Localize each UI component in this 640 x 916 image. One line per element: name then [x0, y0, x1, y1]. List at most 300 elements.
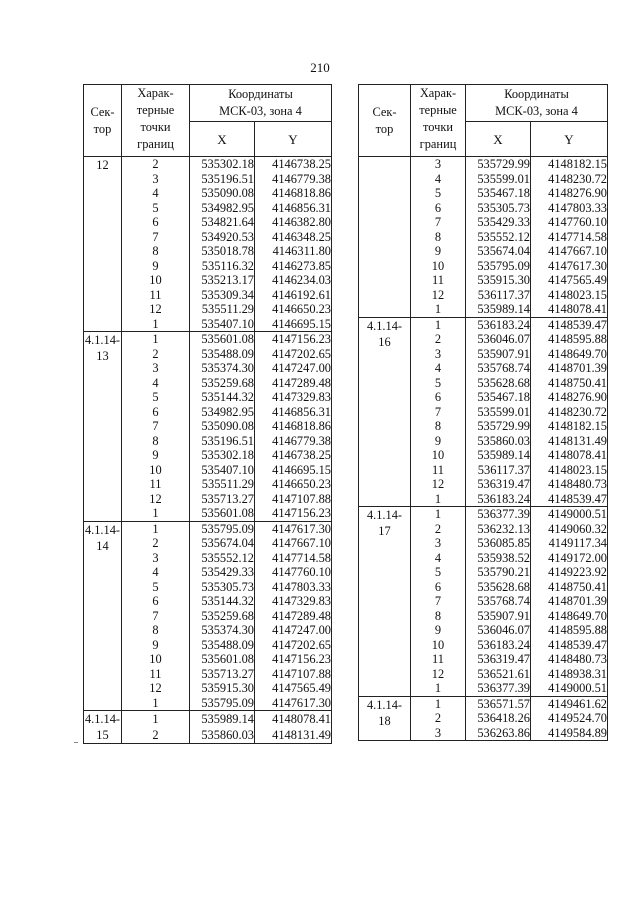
point-number: 10: [411, 259, 466, 274]
y-coordinate: 4148078.41: [531, 448, 608, 463]
y-coordinate: 4147156.23: [255, 506, 332, 521]
y-coordinate: 4148649.70: [531, 347, 608, 362]
x-coordinate: 536046.07: [466, 623, 531, 638]
y-coordinate: 4147714.58: [531, 230, 608, 245]
table-row: [84, 521, 332, 536]
point-number: 4: [122, 186, 190, 201]
y-coordinate: 4148595.88: [531, 332, 608, 347]
y-coordinate: 4148023.15: [531, 288, 608, 303]
y-coordinate: 4146192.61: [255, 288, 332, 303]
y-coordinate: 4148480.73: [531, 652, 608, 667]
y-coordinate: 4148938.31: [531, 667, 608, 682]
header-sector: Сек- тор: [359, 85, 411, 157]
y-coordinate: 4147156.23: [255, 332, 332, 347]
header-coordinates: Координаты МСК-03, зона 4: [466, 85, 608, 122]
point-number: 11: [411, 273, 466, 288]
x-coordinate: 536183.24: [466, 317, 531, 332]
point-number: 10: [411, 638, 466, 653]
y-coordinate: 4149524.70: [531, 711, 608, 726]
x-coordinate: 535305.73: [190, 580, 255, 595]
point-number: 3: [411, 726, 466, 741]
x-coordinate: 535713.27: [190, 492, 255, 507]
y-coordinate: 4147714.58: [255, 551, 332, 566]
y-coordinate: 4149584.89: [531, 726, 608, 741]
point-number: 1: [122, 521, 190, 536]
header-characteristic-points: Харак- терные точки границ: [122, 85, 190, 157]
table-row: [84, 376, 332, 391]
table-row: [84, 201, 332, 216]
point-number: 10: [411, 448, 466, 463]
point-number: 4: [411, 172, 466, 187]
table-row: [84, 317, 332, 332]
y-coordinate: 4147289.48: [255, 376, 332, 391]
x-coordinate: 536085.85: [466, 536, 531, 551]
coordinates-table-right: [358, 84, 608, 741]
y-coordinate: 4147617.30: [531, 259, 608, 274]
x-coordinate: 535601.08: [190, 506, 255, 521]
y-coordinate: 4147247.00: [255, 623, 332, 638]
header-x: X: [466, 122, 531, 157]
point-number: 4: [411, 551, 466, 566]
x-coordinate: 535302.18: [190, 157, 255, 172]
point-number: 7: [122, 419, 190, 434]
x-coordinate: 536377.39: [466, 681, 531, 696]
y-coordinate: 4147760.10: [255, 565, 332, 580]
point-number: 1: [122, 332, 190, 347]
margin-mark: [74, 742, 78, 743]
table-row: [84, 157, 332, 172]
point-number: 3: [411, 347, 466, 362]
point-number: 11: [122, 288, 190, 303]
x-coordinate: 535374.30: [190, 361, 255, 376]
x-coordinate: 536117.37: [466, 463, 531, 478]
x-coordinate: 535309.34: [190, 288, 255, 303]
y-coordinate: 4146273.85: [255, 259, 332, 274]
x-coordinate: 535305.73: [466, 201, 531, 216]
y-coordinate: 4148131.49: [255, 727, 332, 744]
point-number: 1: [122, 711, 190, 728]
sector-cell: 4.1.14- 16: [359, 317, 411, 507]
point-number: 3: [411, 157, 466, 172]
x-coordinate: 535601.08: [190, 652, 255, 667]
x-coordinate: 535302.18: [190, 448, 255, 463]
point-number: 1: [411, 317, 466, 332]
table-row: [84, 580, 332, 595]
y-coordinate: 4148230.72: [531, 405, 608, 420]
y-coordinate: 4147202.65: [255, 347, 332, 362]
y-coordinate: 4146738.25: [255, 448, 332, 463]
y-coordinate: 4148480.73: [531, 477, 608, 492]
point-number: 5: [122, 201, 190, 216]
x-coordinate: 535601.08: [190, 332, 255, 347]
table-row: [84, 623, 332, 638]
y-coordinate: 4148276.90: [531, 186, 608, 201]
point-number: 4: [411, 361, 466, 376]
y-coordinate: 4148595.88: [531, 623, 608, 638]
sector-cell: 12: [84, 157, 122, 332]
y-coordinate: 4148701.39: [531, 361, 608, 376]
point-number: 10: [122, 273, 190, 288]
x-coordinate: 535467.18: [466, 390, 531, 405]
point-number: 8: [122, 623, 190, 638]
table-row: [84, 273, 332, 288]
y-coordinate: 4148539.47: [531, 317, 608, 332]
x-coordinate: 535915.30: [190, 681, 255, 696]
x-coordinate: 535488.09: [190, 638, 255, 653]
point-number: 4: [122, 376, 190, 391]
y-coordinate: 4147565.49: [255, 681, 332, 696]
table-row: [84, 638, 332, 653]
x-coordinate: 535795.09: [466, 259, 531, 274]
table-row: [84, 506, 332, 521]
x-coordinate: 535860.03: [190, 727, 255, 744]
point-number: 4: [122, 565, 190, 580]
y-coordinate: 4146856.31: [255, 201, 332, 216]
point-number: 2: [122, 157, 190, 172]
y-coordinate: 4147760.10: [531, 215, 608, 230]
table-row: [84, 347, 332, 362]
point-number: 12: [411, 288, 466, 303]
table-row: [84, 390, 332, 405]
x-coordinate: 535259.68: [190, 376, 255, 391]
x-coordinate: 534821.64: [190, 215, 255, 230]
y-coordinate: 4147289.48: [255, 609, 332, 624]
x-coordinate: 536521.61: [466, 667, 531, 682]
point-number: 7: [122, 609, 190, 624]
table-row: [84, 332, 332, 347]
y-coordinate: 4148539.47: [531, 492, 608, 507]
x-coordinate: 535599.01: [466, 172, 531, 187]
table-row: [84, 551, 332, 566]
x-coordinate: 535729.99: [466, 157, 531, 172]
point-number: 6: [411, 580, 466, 595]
table-row: [359, 696, 608, 711]
point-number: 9: [411, 623, 466, 638]
table-row: [84, 259, 332, 274]
y-coordinate: 4148230.72: [531, 172, 608, 187]
y-coordinate: 4146695.15: [255, 317, 332, 332]
y-coordinate: 4148182.15: [531, 157, 608, 172]
point-number: 6: [411, 390, 466, 405]
point-number: 11: [411, 463, 466, 478]
table-row: [84, 492, 332, 507]
y-coordinate: 4148131.49: [531, 434, 608, 449]
y-coordinate: 4148182.15: [531, 419, 608, 434]
x-coordinate: 535989.14: [190, 711, 255, 728]
y-coordinate: 4146856.31: [255, 405, 332, 420]
table-row: [84, 230, 332, 245]
y-coordinate: 4147156.23: [255, 652, 332, 667]
x-coordinate: 535989.14: [466, 448, 531, 463]
point-number: 7: [122, 230, 190, 245]
x-coordinate: 535790.21: [466, 565, 531, 580]
y-coordinate: 4147803.33: [531, 201, 608, 216]
x-coordinate: 536046.07: [466, 332, 531, 347]
x-coordinate: 535511.29: [190, 302, 255, 317]
page-number: 210: [310, 60, 330, 75]
point-number: 11: [122, 477, 190, 492]
point-number: 5: [122, 580, 190, 595]
y-coordinate: 4146738.25: [255, 157, 332, 172]
y-coordinate: 4149461.62: [531, 696, 608, 711]
point-number: 10: [122, 652, 190, 667]
x-coordinate: 536263.86: [466, 726, 531, 741]
y-coordinate: 4147667.10: [531, 244, 608, 259]
x-coordinate: 535407.10: [190, 317, 255, 332]
y-coordinate: 4146695.15: [255, 463, 332, 478]
coordinates-table-left: [83, 84, 332, 744]
table-row: [84, 434, 332, 449]
y-coordinate: 4147617.30: [255, 521, 332, 536]
header-coordinates: Координаты МСК-03, зона 4: [190, 85, 332, 122]
y-coordinate: 4147565.49: [531, 273, 608, 288]
x-coordinate: 534920.53: [190, 230, 255, 245]
x-coordinate: 535768.74: [466, 594, 531, 609]
table-row: [84, 405, 332, 420]
point-number: 12: [122, 681, 190, 696]
point-number: 3: [122, 172, 190, 187]
y-coordinate: 4149223.92: [531, 565, 608, 580]
x-coordinate: 536183.24: [466, 638, 531, 653]
x-coordinate: 535907.91: [466, 347, 531, 362]
x-coordinate: 535488.09: [190, 347, 255, 362]
point-number: 6: [411, 201, 466, 216]
table-row: [84, 244, 332, 259]
y-coordinate: 4147617.30: [255, 696, 332, 711]
table-row: [84, 727, 332, 744]
x-coordinate: 535511.29: [190, 477, 255, 492]
x-coordinate: 535907.91: [466, 609, 531, 624]
point-number: 1: [122, 696, 190, 711]
point-number: 7: [411, 215, 466, 230]
table-row: [84, 361, 332, 376]
point-number: 3: [411, 536, 466, 551]
table-row: [84, 711, 332, 728]
y-coordinate: 4148750.41: [531, 376, 608, 391]
y-coordinate: 4146818.86: [255, 419, 332, 434]
header-x: X: [190, 122, 255, 157]
point-number: 2: [122, 727, 190, 744]
header-characteristic-points: Харак- терные точки границ: [411, 85, 466, 157]
y-coordinate: 4149060.32: [531, 522, 608, 537]
sector-cell: 4.1.14- 13: [84, 332, 122, 522]
header-y: Y: [255, 122, 332, 157]
table-row: [84, 302, 332, 317]
y-coordinate: 4146234.03: [255, 273, 332, 288]
sector-cell: 4.1.14- 15: [84, 712, 121, 742]
y-coordinate: 4147247.00: [255, 361, 332, 376]
point-number: 2: [411, 332, 466, 347]
y-coordinate: 4146382.80: [255, 215, 332, 230]
x-coordinate: 535915.30: [466, 273, 531, 288]
y-coordinate: 4146818.86: [255, 186, 332, 201]
y-coordinate: 4146650.23: [255, 477, 332, 492]
x-coordinate: 535213.17: [190, 273, 255, 288]
y-coordinate: 4148078.41: [531, 302, 608, 317]
y-coordinate: 4147667.10: [255, 536, 332, 551]
x-coordinate: 535628.68: [466, 376, 531, 391]
point-number: 8: [122, 244, 190, 259]
x-coordinate: 535429.33: [466, 215, 531, 230]
x-coordinate: 535938.52: [466, 551, 531, 566]
x-coordinate: 535795.09: [190, 521, 255, 536]
point-number: 3: [122, 551, 190, 566]
y-coordinate: 4149000.51: [531, 507, 608, 522]
sector-cell: [359, 157, 411, 318]
point-number: 12: [122, 492, 190, 507]
point-number: 8: [122, 434, 190, 449]
x-coordinate: 535259.68: [190, 609, 255, 624]
point-number: 7: [411, 405, 466, 420]
x-coordinate: 535090.08: [190, 186, 255, 201]
y-coordinate: 4146348.25: [255, 230, 332, 245]
y-coordinate: 4147329.83: [255, 594, 332, 609]
x-coordinate: 536571.57: [466, 696, 531, 711]
point-number: 1: [411, 492, 466, 507]
point-number: 5: [411, 186, 466, 201]
table-row: [84, 536, 332, 551]
table-row: [84, 215, 332, 230]
point-number: 6: [122, 215, 190, 230]
y-coordinate: 4149117.34: [531, 536, 608, 551]
x-coordinate: 535599.01: [466, 405, 531, 420]
table-row: [84, 477, 332, 492]
y-coordinate: 4147107.88: [255, 492, 332, 507]
point-number: 1: [411, 302, 466, 317]
y-coordinate: 4147329.83: [255, 390, 332, 405]
point-number: 11: [122, 667, 190, 682]
point-number: 10: [122, 463, 190, 478]
x-coordinate: 535429.33: [190, 565, 255, 580]
point-number: 1: [411, 696, 466, 711]
x-coordinate: 535196.51: [190, 434, 255, 449]
point-number: 5: [122, 390, 190, 405]
y-coordinate: 4149172.00: [531, 551, 608, 566]
point-number: 12: [411, 667, 466, 682]
x-coordinate: 536183.24: [466, 492, 531, 507]
point-number: 6: [122, 405, 190, 420]
y-coordinate: 4148539.47: [531, 638, 608, 653]
x-coordinate: 535407.10: [190, 463, 255, 478]
table-row: [84, 681, 332, 696]
y-coordinate: 4146311.80: [255, 244, 332, 259]
table-row: [359, 507, 608, 522]
point-number: 2: [411, 522, 466, 537]
y-coordinate: 4148078.41: [255, 711, 332, 728]
x-coordinate: 536377.39: [466, 507, 531, 522]
table-row: [359, 157, 608, 172]
point-number: 6: [122, 594, 190, 609]
y-coordinate: 4148701.39: [531, 594, 608, 609]
y-coordinate: 4146650.23: [255, 302, 332, 317]
y-coordinate: 4146779.38: [255, 434, 332, 449]
table-row: [84, 288, 332, 303]
x-coordinate: 535768.74: [466, 361, 531, 376]
point-number: 8: [411, 609, 466, 624]
point-number: 9: [122, 638, 190, 653]
x-coordinate: 535674.04: [190, 536, 255, 551]
y-coordinate: 4148276.90: [531, 390, 608, 405]
point-number: 1: [122, 506, 190, 521]
table-row: [84, 594, 332, 609]
point-number: 9: [122, 259, 190, 274]
x-coordinate: 535018.78: [190, 244, 255, 259]
x-coordinate: 535628.68: [466, 580, 531, 595]
table-row: [359, 317, 608, 332]
y-coordinate: 4147107.88: [255, 667, 332, 682]
point-number: 7: [411, 594, 466, 609]
point-number: 5: [411, 565, 466, 580]
point-number: 9: [411, 434, 466, 449]
x-coordinate: 535552.12: [466, 230, 531, 245]
y-coordinate: 4147202.65: [255, 638, 332, 653]
x-coordinate: 535674.04: [466, 244, 531, 259]
x-coordinate: 535374.30: [190, 623, 255, 638]
point-number: 1: [411, 681, 466, 696]
x-coordinate: 536319.47: [466, 652, 531, 667]
point-number: 8: [411, 230, 466, 245]
x-coordinate: 535552.12: [190, 551, 255, 566]
x-coordinate: 535090.08: [190, 419, 255, 434]
x-coordinate: 535196.51: [190, 172, 255, 187]
y-coordinate: 4149000.51: [531, 681, 608, 696]
x-coordinate: 535989.14: [466, 302, 531, 317]
x-coordinate: 535144.32: [190, 390, 255, 405]
point-number: 2: [122, 536, 190, 551]
x-coordinate: 536117.37: [466, 288, 531, 303]
point-number: 11: [411, 652, 466, 667]
x-coordinate: 536319.47: [466, 477, 531, 492]
point-number: 9: [122, 448, 190, 463]
table-row: [84, 419, 332, 434]
x-coordinate: 536418.26: [466, 711, 531, 726]
sector-cell: 4.1.14- 17: [359, 507, 411, 697]
sector-cell: 4.1.14- 14: [84, 521, 122, 711]
point-number: 1: [411, 507, 466, 522]
point-number: 8: [411, 419, 466, 434]
x-coordinate: 535144.32: [190, 594, 255, 609]
table-row: [84, 667, 332, 682]
table-row: [84, 609, 332, 624]
y-coordinate: 4148750.41: [531, 580, 608, 595]
y-coordinate: 4148649.70: [531, 609, 608, 624]
x-coordinate: 536232.13: [466, 522, 531, 537]
x-coordinate: 534982.95: [190, 201, 255, 216]
y-coordinate: 4148023.15: [531, 463, 608, 478]
x-coordinate: 535116.32: [190, 259, 255, 274]
table-row: [84, 172, 332, 187]
x-coordinate: 535860.03: [466, 434, 531, 449]
table-row: [84, 463, 332, 478]
point-number: 2: [122, 347, 190, 362]
point-number: 3: [122, 361, 190, 376]
point-number: 12: [122, 302, 190, 317]
header-sector: Сек- тор: [84, 85, 122, 157]
x-coordinate: 534982.95: [190, 405, 255, 420]
y-coordinate: 4146779.38: [255, 172, 332, 187]
x-coordinate: 535729.99: [466, 419, 531, 434]
x-coordinate: 535467.18: [466, 186, 531, 201]
point-number: 5: [411, 376, 466, 391]
sector-cell: 4.1.14- 18: [359, 696, 411, 741]
point-number: 1: [122, 317, 190, 332]
point-number: 12: [411, 477, 466, 492]
point-number: 2: [411, 711, 466, 726]
y-coordinate: 4147803.33: [255, 580, 332, 595]
table-row: [84, 186, 332, 201]
x-coordinate: 535795.09: [190, 696, 255, 711]
table-row: [84, 652, 332, 667]
